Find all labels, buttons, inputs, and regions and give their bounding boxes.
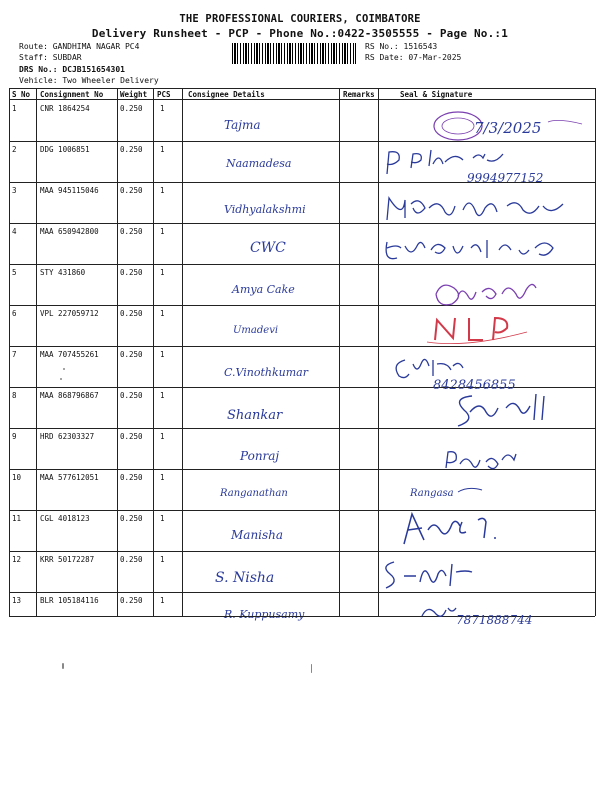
signature-row-10	[408, 480, 498, 504]
col-header-consignment: Consignment No	[40, 90, 104, 99]
table-border-right	[595, 88, 596, 616]
col-header-remarks: Remarks	[343, 90, 375, 99]
row-consignment-no: MAA 945115046	[40, 186, 99, 195]
row-pcs: 1	[160, 350, 165, 359]
col-divider	[153, 88, 154, 616]
staff-text: Staff: SUBDAR	[19, 53, 82, 62]
consignee-handwriting: Umadevi	[233, 325, 279, 336]
signature-row-13	[418, 598, 578, 630]
row-weight: 0.250	[120, 473, 143, 482]
row-consignment-no: CNR 1864254	[40, 104, 90, 113]
row-sno: 3	[12, 186, 17, 195]
consignee-handwriting: S. Nisha	[215, 570, 275, 586]
nlp-mark-signature	[425, 314, 545, 348]
signature-row-9	[440, 446, 550, 476]
row-sno: 8	[12, 391, 17, 400]
scan-speck	[60, 378, 62, 380]
signature-row-3	[383, 190, 583, 230]
consignee-handwriting: Amya Cake	[232, 283, 295, 296]
row-divider	[9, 551, 595, 552]
consignee-handwriting: Manisha	[231, 528, 284, 542]
row-sno: 11	[12, 514, 22, 523]
row-weight: 0.250	[120, 350, 143, 359]
consignee-handwriting: Shankar	[227, 408, 283, 423]
col-divider	[182, 88, 183, 616]
consignee-handwriting: Ponraj	[240, 449, 280, 463]
row-consignment-no: MAA 650942800	[40, 227, 99, 236]
company-title: THE PROFESSIONAL COURIERS, COIMBATORE	[179, 13, 421, 25]
row-consignment-no: MAA 707455261	[40, 350, 99, 359]
row-consignment-no: HRD 62303327	[40, 432, 95, 441]
row-weight: 0.250	[120, 186, 143, 195]
row-sno: 4	[12, 227, 17, 236]
row-consignment-no: CGL 4018123	[40, 514, 90, 523]
row-consignment-no: STY 431860	[40, 268, 86, 277]
route-text: Route: GANDHIMA NAGAR PC4	[19, 42, 140, 51]
col-header-weight: Weight	[120, 90, 148, 99]
row-pcs: 1	[160, 227, 165, 236]
row-pcs: 1	[160, 268, 165, 277]
row-pcs: 1	[160, 145, 165, 154]
date-stamp-signature	[428, 106, 588, 144]
row-pcs: 1	[160, 473, 165, 482]
scan-speck	[62, 663, 64, 669]
table-header-rule	[9, 99, 595, 100]
vehicle-text: Vehicle: Two Wheeler Delivery	[19, 76, 159, 85]
signature-row-4	[383, 232, 563, 268]
row-consignment-no: KRR 50172287	[40, 555, 95, 564]
row-sno: 13	[12, 596, 22, 605]
row-pcs: 1	[160, 104, 165, 113]
signature-row-2	[383, 144, 583, 186]
table-border-left	[9, 88, 10, 616]
consignee-handwriting: Vidhyalakshmi	[224, 203, 306, 216]
col-header-sno: S No	[12, 90, 31, 99]
row-weight: 0.250	[120, 432, 143, 441]
row-sno: 6	[12, 309, 17, 318]
row-pcs: 1	[160, 555, 165, 564]
signature-row-5	[428, 276, 548, 312]
row-divider	[9, 592, 595, 593]
signature-row-7	[393, 354, 563, 394]
signature-row-12	[380, 556, 510, 592]
scan-speck	[311, 664, 312, 673]
row-weight: 0.250	[120, 596, 143, 605]
row-weight: 0.250	[120, 104, 143, 113]
svg-text:9994977152: 9994977152	[467, 171, 544, 185]
svg-text:7871888744: 7871888744	[456, 613, 533, 627]
row-sno: 1	[12, 104, 17, 113]
consignee-handwriting: Tajma	[224, 118, 261, 132]
row-weight: 0.250	[120, 514, 143, 523]
row-sno: 2	[12, 145, 17, 154]
row-sno: 7	[12, 350, 17, 359]
row-weight: 0.250	[120, 268, 143, 277]
row-consignment-no: VPL 227059712	[40, 309, 99, 318]
barcode	[232, 43, 356, 64]
consignee-handwriting: CWC	[250, 240, 286, 256]
row-consignment-no: DDG 1006851	[40, 145, 90, 154]
svg-text:7/3/2025: 7/3/2025	[474, 119, 542, 137]
row-pcs: 1	[160, 186, 165, 195]
runsheet-subtitle: Delivery Runsheet - PCP - Phone No.:0422-3505555 - Page No.:1	[91, 27, 509, 40]
col-header-consignee: Consignee Details	[188, 90, 265, 99]
row-sno: 10	[12, 473, 22, 482]
row-weight: 0.250	[120, 309, 143, 318]
svg-text:Rangasa: Rangasa	[410, 488, 454, 499]
table-top-rule	[9, 88, 595, 89]
row-weight: 0.250	[120, 555, 143, 564]
row-weight: 0.250	[120, 391, 143, 400]
row-pcs: 1	[160, 514, 165, 523]
scan-speck	[63, 368, 65, 370]
row-sno: 9	[12, 432, 17, 441]
drs-number: DRS No.: DCJB151654301	[19, 65, 125, 74]
col-divider	[378, 88, 379, 616]
consignee-handwriting: R. Kuppusamy	[224, 608, 305, 621]
row-consignment-no: MAA 868796867	[40, 391, 99, 400]
row-sno: 5	[12, 268, 17, 277]
rs-number: RS No.: 1516543	[365, 42, 438, 51]
row-consignment-no: BLR 105184116	[40, 596, 99, 605]
row-pcs: 1	[160, 432, 165, 441]
svg-text:8428456855: 8428456855	[433, 378, 516, 393]
row-sno: 12	[12, 555, 22, 564]
row-weight: 0.250	[120, 227, 143, 236]
rs-date: RS Date: 07-Mar-2025	[365, 53, 462, 62]
col-divider	[339, 88, 340, 616]
signature-row-8	[448, 390, 578, 432]
consignee-handwriting: Ranganathan	[220, 488, 288, 499]
row-pcs: 1	[160, 309, 165, 318]
row-pcs: 1	[160, 596, 165, 605]
row-pcs: 1	[160, 391, 165, 400]
col-header-seal-signature: Seal & Signature	[400, 90, 473, 99]
signature-row-11	[398, 510, 518, 550]
row-consignment-no: MAA 577612051	[40, 473, 99, 482]
col-divider	[117, 88, 118, 616]
col-divider	[36, 88, 37, 616]
consignee-handwriting: C.Vinothkumar	[224, 366, 308, 379]
row-weight: 0.250	[120, 145, 143, 154]
consignee-handwriting: Naamadesa	[226, 157, 292, 170]
col-header-pcs: PCS	[157, 90, 171, 99]
